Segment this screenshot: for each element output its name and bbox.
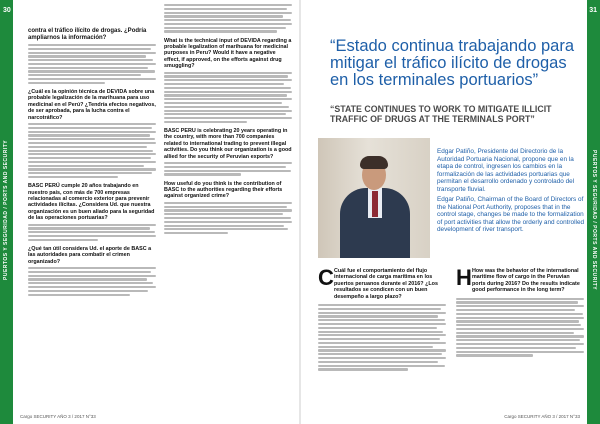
answer-block — [318, 304, 446, 370]
question-basc-es: BASC PERÚ cumple 20 años trabajando en nuestro país, con más de 700 empresas relacionadas al comercio exterior para prevenir actividades ilícitas. ¿Considera Ud. que nuestra organización es un buen aliado para la seguridad de las operaciones portuarias? — [28, 183, 155, 222]
question-legalization-en: What is the technical input of DEVIDA regarding a probable legalization of marihuana for medicinal purposes in Peru? Would it have a negative effect, if approved, on the efforts against drug smuggling? — [164, 37, 292, 70]
answer-block — [456, 298, 584, 357]
question-legalization-es: ¿Cuál es la opinión técnica de DEVIDA sobre una probable legalización de la marihuana para uso medicinal en el Perú? ¿Tendría efectos negativos, de ser aprobada, para la lucha contra el narcotráfico? — [28, 89, 156, 121]
right-column-en — [456, 265, 584, 362]
answer-block — [28, 267, 156, 296]
question-crime-en: How useful do you think is the contribution of BASC to the authorities regarding their efforts against organized crime? — [164, 180, 283, 200]
dropcap-es: C — [318, 265, 334, 290]
dropcap-en: H — [456, 265, 472, 290]
photo-caption-es: Edgar Patiño, Presidente del Directorio de la Autoridad Portuaria Nacional, propone que en la etapa de control, ingresen los cambios en la formalización de las actividades portuarias que permitan el desarrollo ordenado y controlado del transporte fluvial. — [437, 148, 575, 193]
answer-block — [164, 162, 292, 176]
answer-block — [28, 123, 156, 178]
left-page-number: 30 — [3, 7, 11, 14]
left-column-es — [28, 28, 156, 301]
right-page-number: 31 — [589, 7, 597, 14]
answer-block — [164, 72, 292, 123]
right-column-es — [318, 265, 446, 376]
answer-block — [28, 44, 156, 84]
article-headline-es: “Estado continua trabajando para mitigar el tráfico ilícito de drogas en los terminales portuarios” — [330, 37, 575, 89]
interviewee-photo — [318, 138, 430, 258]
article-headline-en: “STATE CONTINUES TO WORK TO MITIGATE ILLICIT TRAFFIC OF DRUGS AT THE TERMINALS PORT” — [330, 104, 552, 124]
left-footer: Cargo SECURITY AÑO 3 / 2017 N°33 — [20, 414, 96, 419]
answer-block — [164, 202, 292, 234]
question-cargo-flow-es: Cuál fue el comportamiento del flujo internacional de carga marítima en los puertos peruanos durante el 2016? ¿Los resultados se condicen con un buen desempeño a largo plazo? — [334, 268, 438, 300]
left-side-label: PUERTOS Y SEGURIDAD / PORTS AND SECURITY — [3, 139, 9, 280]
question-crime-es: ¿Qué tan útil considera Ud. el aporte de BASC a las autoridades para combatir el crimen organizado? — [28, 245, 152, 265]
right-footer: Cargo SECURITY AÑO 3 / 2017 N°33 — [504, 414, 580, 419]
right-side-label: PUERTOS Y SEGURIDAD / PORTS AND SECURITY — [591, 150, 597, 291]
answer-block — [164, 4, 292, 33]
left-column-en — [164, 4, 292, 239]
answer-block — [28, 224, 156, 241]
question-cargo-flow-en: How was the behavior of the international maritime flow of cargo in the Peruvian ports during 2016? Do the results indicate good performance in the long term? — [472, 268, 580, 294]
question-basc-en: BASC PERU is celebrating 20 years operating in the country, with more than 700 companies related to international trading to prevent illegal activities. Do you think our organization is a good allied for the security of Peruvian exports? — [164, 128, 292, 160]
photo-caption-en: Edgar Patiño, Chairman of the Board of Directors of the National Port Authority, proposes that in the control stage, changes be made to the formalization of port activities that allow the orderly and controlled development of river transport. — [437, 196, 585, 234]
question-intro-es: contra el tráfico ilícito de drogas. ¿Podría ampliarnos la información? — [28, 28, 147, 41]
